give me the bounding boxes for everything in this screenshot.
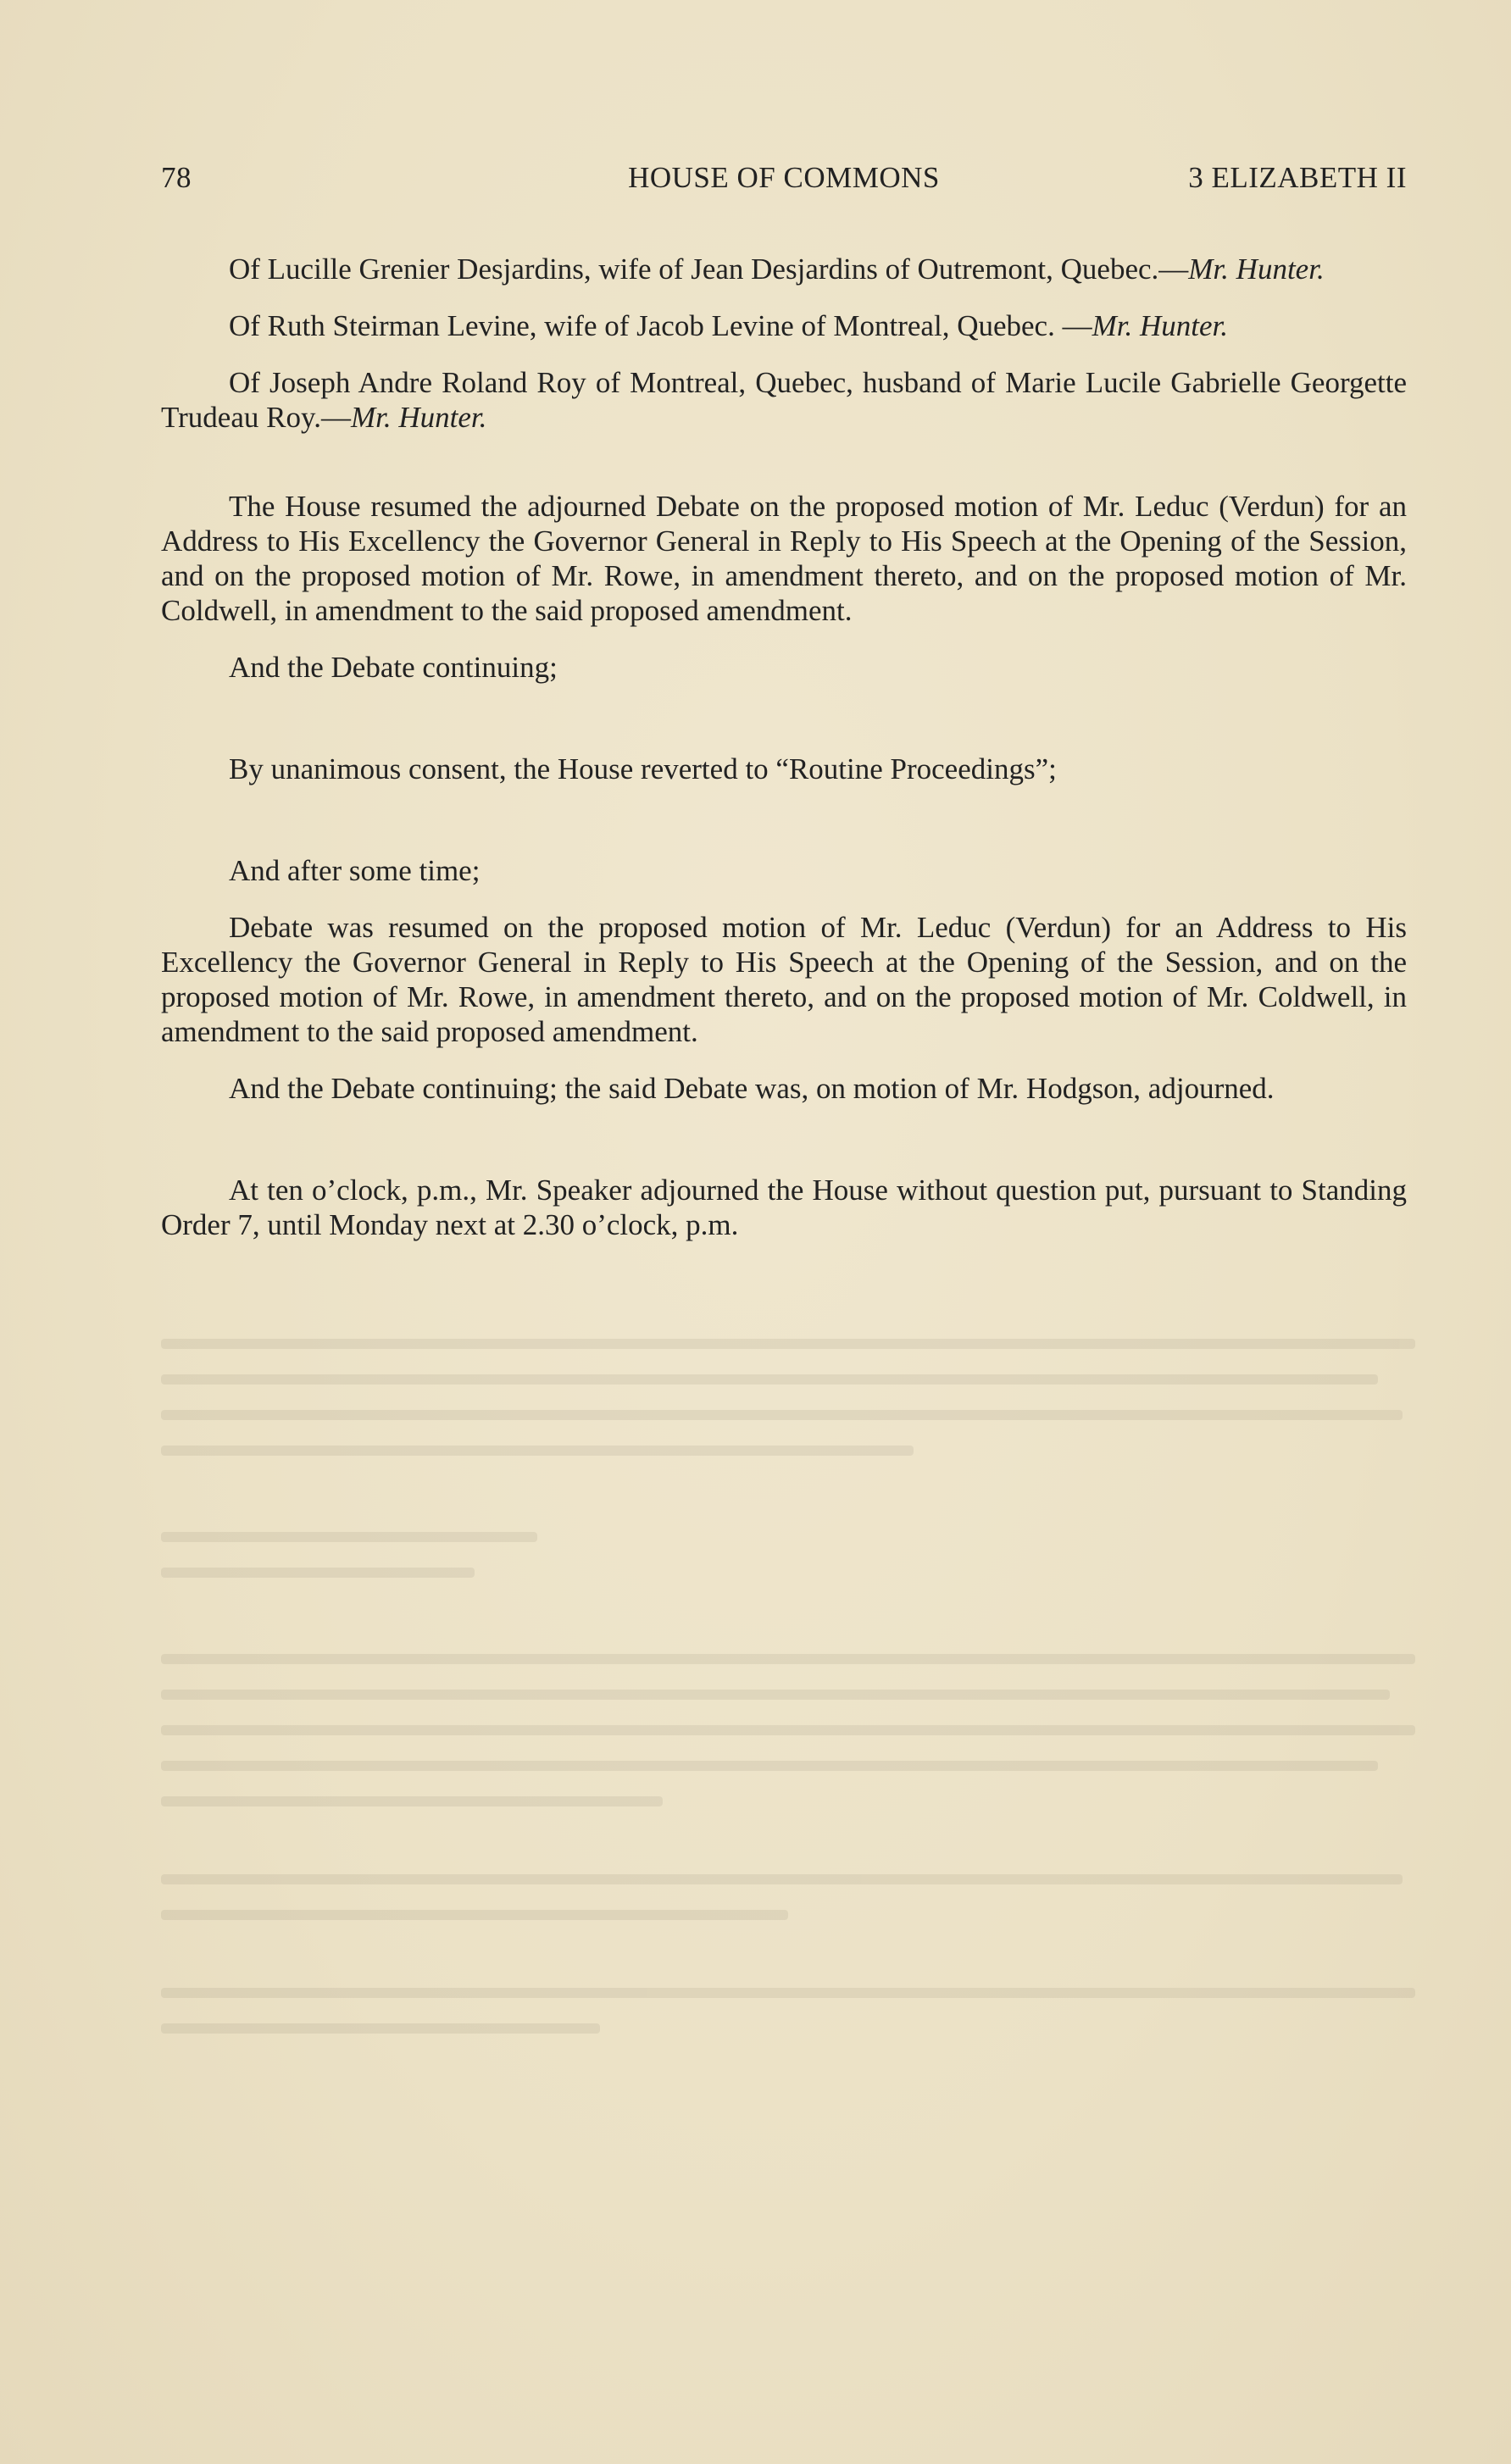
debate-continuing-paragraph: And the Debate continuing;: [229, 651, 558, 684]
petition-roy: [161, 365, 1407, 435]
paragraph-text: Of Lucille Grenier Desjardins, wife of Jean Desjardins of Outremont, Quebec.—: [229, 253, 1189, 286]
petition-desjardins: [161, 252, 1407, 286]
member-attribution: Mr. Hunter.: [350, 401, 487, 434]
paragraph-text: Of Joseph Andre Roland Roy of Montreal, Quebec, husband of Marie Lucile Gabrielle Georgette Trudeau Roy.—: [161, 366, 1407, 434]
member-attribution: Mr. Hunter.: [1092, 309, 1229, 342]
petition-levine: [161, 308, 1407, 343]
paragraph-text: Of Ruth Steirman Levine, wife of Jacob Levine of Montreal, Quebec. —: [229, 309, 1092, 342]
page-number: 78: [161, 161, 192, 194]
after-some-time-paragraph: And after some time;: [229, 854, 481, 887]
debate-adjourned-paragraph: And the Debate continuing; the said Debate was, on motion of Mr. Hodgson, adjourned.: [229, 1072, 1275, 1105]
house-adjourned-paragraph: At ten o’clock, p.m., Mr. Speaker adjourned the House without question put, pursuant to Standing Order 7, until Monday next at 2.30 o’clock, p.m.: [161, 1174, 1407, 1241]
journal-body: [161, 252, 1407, 1242]
running-header: [161, 161, 1407, 203]
debate-resumed-paragraph: The House resumed the adjourned Debate on the proposed motion of Mr. Leduc (Verdun) for an Address to His Excellency the Governor General in Reply to His Speech at the Opening of the Session, and on the proposed motion of Mr. Rowe, in amendment thereto, and on the proposed motion of Mr. Coldwell, in amendment to the said proposed amendment.: [161, 490, 1407, 627]
running-title: HOUSE OF COMMONS: [628, 161, 940, 194]
debate-resumed-again-paragraph: Debate was resumed on the proposed motion of Mr. Leduc (Verdun) for an Address to His Excellency the Governor General in Reply to His Speech at the Opening of the Session, and on the proposed motion of Mr. Rowe, in amendment thereto, and on the proposed motion of Mr. Coldwell, in amendment to the said proposed amendment.: [161, 911, 1407, 1048]
regnal-year: 3 ELIZABETH II: [1188, 161, 1407, 194]
member-attribution: Mr. Hunter.: [1188, 253, 1325, 286]
routine-proceedings-paragraph: By unanimous consent, the House reverted to “Routine Proceedings”;: [229, 752, 1057, 785]
show-through-text: [161, 1339, 1415, 2237]
